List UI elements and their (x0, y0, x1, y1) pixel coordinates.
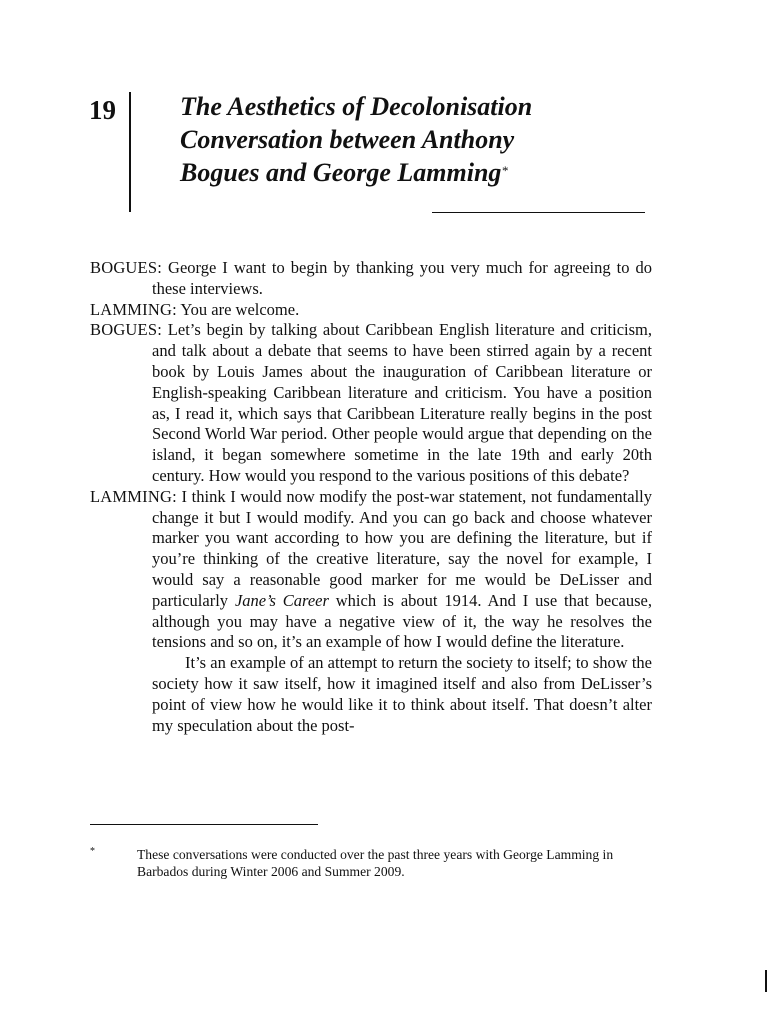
paragraph-text: George I want to begin by thanking you very much for agreeing to do these interviews. (152, 258, 652, 298)
chapter-title (180, 90, 660, 189)
chapter-divider (129, 92, 131, 212)
paragraph-lamming-2 (90, 487, 652, 653)
chapter-number: 19 (89, 95, 116, 125)
speaker-label: LAMMING: (90, 486, 177, 506)
title-line-1: The Aesthetics of Decolonisation (180, 92, 533, 121)
title-footnote-mark: * (501, 163, 508, 178)
title-line-3-text: Bogues and George Lamming (180, 158, 502, 187)
interview-body (90, 258, 652, 736)
paragraph-text: I think I would now modify the post-war statement, not fundamentally change it but I would modify. And you can go back and choose whatever marker you want according to how you are defining the literature, but if you’re thinking of the creative literature, say the novel for example, I would say a reasonable good marker for me would be DeLisser and particularly (152, 486, 652, 610)
paragraph-lamming-1 (90, 300, 652, 321)
speaker-label: BOGUES: (90, 320, 162, 340)
paragraph-text: Let’s begin by talking about Caribbean English literature and criticism, and talk about a debate that seems to have been stirred again by a recent book by Louis James about the inauguration of Caribbean literature or English-speaking Caribbean literature and criticism. You have a position as, I read it, which says that Caribbean Literature really begins in the post Second World War period. Other people would argue that depending on the island, it began somewhere sometime in the late 19th and early 20th century. How would you respond to the various positions of this debate? (152, 320, 652, 485)
footnote (90, 847, 660, 880)
speaker-label: LAMMING: (90, 299, 177, 319)
footnote-mark: * (90, 846, 95, 857)
paragraph-text: You are welcome. (176, 299, 300, 319)
paragraph-text-after: which is about 1914. And I use that because, although you may have a negative view of it, the way he resolves the tensions and so on, it’s an example of how I would define the literature. (152, 590, 652, 652)
paragraph-bogues-2 (90, 320, 652, 486)
book-title: Jane’s Career (234, 590, 329, 610)
title-underline (432, 212, 645, 213)
footnote-divider (90, 824, 318, 825)
title-line-3 (180, 156, 660, 189)
page-edge-mark (765, 970, 767, 992)
paragraph-continuation: It’s an example of an attempt to return the society to itself; to show the society how it saw itself, how it imagined itself and also from DeLisser’s point of view how he would like it to think about itself. That doesn’t alter my speculation about the post- (152, 653, 652, 735)
footnote-text: These conversations were conducted over the past three years with George Lamming in Barbados during Winter 2006 and Summer 2009. (137, 847, 614, 879)
paragraph-bogues-1 (90, 258, 652, 300)
title-line-2: Conversation between Anthony (180, 125, 515, 154)
speaker-label: BOGUES: (90, 258, 162, 277)
